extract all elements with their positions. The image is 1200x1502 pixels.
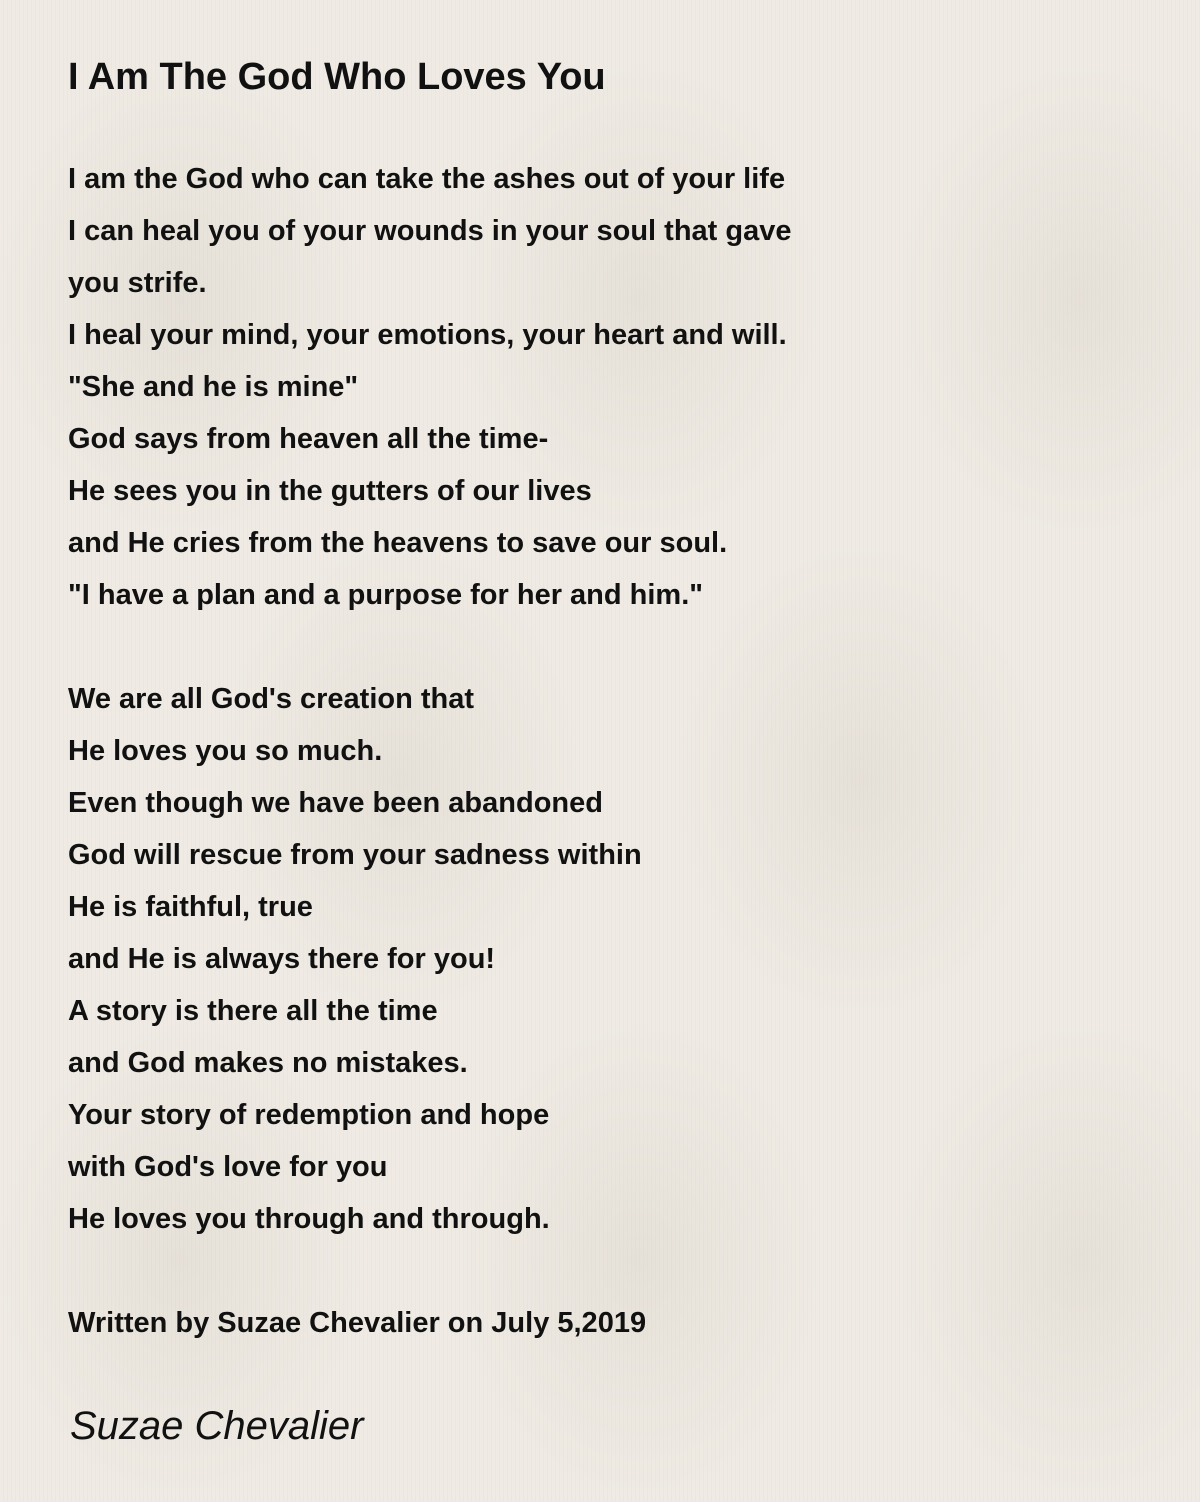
poem-line: He is faithful, true — [68, 891, 313, 923]
poem-line: you strife. — [68, 267, 207, 299]
poem-line: God says from heaven all the time- — [68, 423, 549, 455]
poem-line: I heal your mind, your emotions, your heart and will. — [68, 319, 787, 351]
poem-attribution: Written by Suzae Chevalier on July 5,2019 — [68, 1307, 647, 1339]
poem-line: I can heal you of your wounds in your soul that gave — [68, 215, 792, 247]
stanza-gap — [68, 1245, 1168, 1297]
poem-title: I Am The God Who Loves You — [68, 56, 606, 98]
poem-line: God will rescue from your sadness within — [68, 839, 642, 871]
poem-line: He sees you in the gutters of our lives — [68, 475, 592, 507]
stanza-gap — [68, 621, 1168, 673]
poem-line: Your story of redemption and hope — [68, 1099, 550, 1131]
poem-line: He loves you through and through. — [68, 1203, 550, 1235]
author-name: Suzae Chevalier — [70, 1404, 364, 1448]
stanza-1 — [68, 153, 1168, 621]
stanza-2 — [68, 673, 1168, 1245]
poem-line: I am the God who can take the ashes out of your life — [68, 163, 786, 195]
poem-line: and He cries from the heavens to save our soul. — [68, 527, 728, 559]
poem-line: and God makes no mistakes. — [68, 1047, 468, 1079]
poem-line: and He is always there for you! — [68, 943, 496, 975]
poem-line: "I have a plan and a purpose for her and him." — [68, 579, 704, 611]
poem-line: Even though we have been abandoned — [68, 787, 603, 819]
poem-body — [68, 153, 1168, 1349]
poem-line: A story is there all the time — [68, 995, 438, 1027]
poem-line: We are all God's creation that — [68, 683, 475, 715]
poem-line: "She and he is mine" — [68, 371, 359, 403]
poem-line: with God's love for you — [68, 1151, 388, 1183]
poem-line: He loves you so much. — [68, 735, 383, 767]
